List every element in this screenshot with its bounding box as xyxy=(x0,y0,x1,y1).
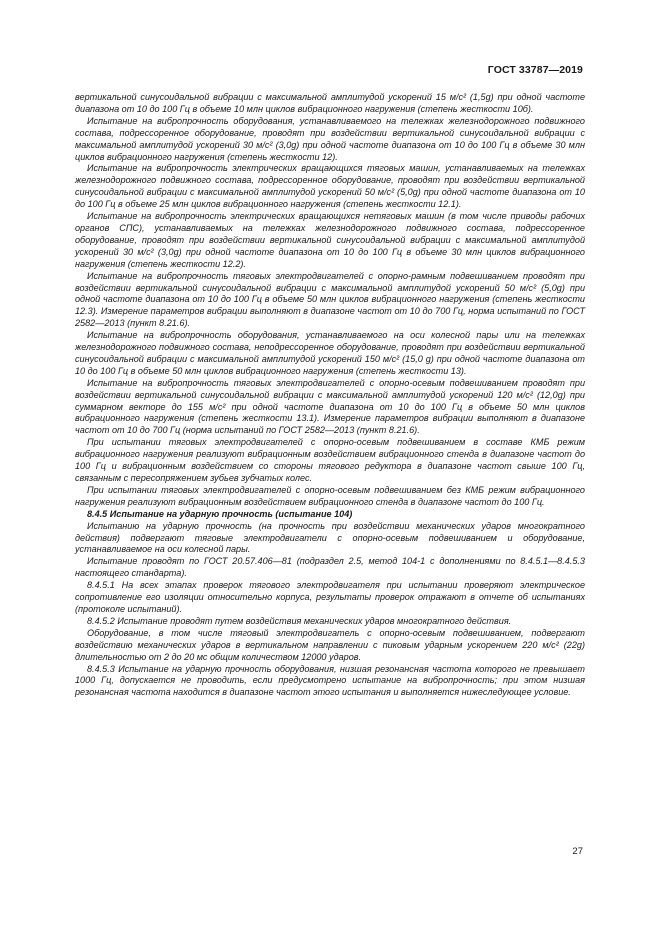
paragraph: Оборудование, в том числе тяговый электродвигатель с опорно-осевым подвешиванием, подвергают воздействию механических ударов в вертикальном направлении с пиковым ударным ускорением 220 м/с² (22g) длительностью от 2 до 20 мс общим количеством 12000 ударов. xyxy=(75,627,585,662)
paragraph: 8.4.5.1 На всех этапах проверок тягового электродвигателя при испытании проверяют электрическое сопротивление его изоляции относительно корпуса, результаты проверок отражают в отчете об испытаниях (протоколе испытаний). xyxy=(75,580,585,614)
paragraph: Испытание проводят по ГОСТ 20.57.406—81 (подраздел 2.5, метод 104-1 с дополнениями по 8.4.5.1—8.4.5.3 настоящего стандарта). xyxy=(75,556,585,579)
paragraph: Испытание на вибропрочность оборудования, устанавливаемого на тележках железнодорожного подвижного состава, подрессоренное оборудование, проводят при воздействии вертикальной синусоидальной вибрации с максимальной амплитудой ускорений 30 м/с² (3,0g) при одной частоте диапазона от 10 до 100 Гц в объеме 30 млн циклов вибрационного нагружения (степень жесткости 12). xyxy=(75,115,585,162)
document-body xyxy=(75,92,585,699)
section-heading: 8.4.5 Испытание на ударную прочность (испытание 104) xyxy=(87,508,353,519)
paragraph: вертикальной синусоидальной вибрации с максимальной амплитудой ускорений 15 м/с² (1,5g) при одной частоте диапазона от 10 до 100 Гц в объеме 10 млн циклов вибрационного нагружения (степень жесткости 10б). xyxy=(75,92,585,114)
paragraph: 8.4.5.3 Испытание на ударную прочность оборудования, низшая резонансная частота которого не превышает 1000 Гц, допускается не проводить, если предусмотрено испытание на вибропрочность; при этом низшая резонансная частота находится в диапазоне частот этого испытания и выполняется нижеследующее условие. xyxy=(75,663,585,698)
paragraph: При испытании тяговых электродвигателей с опорно-осевым подвешиванием в составе КМБ режим вибрационного нагружения реализуют вибрационным воздействием вибрационного стенда в диапазоне частот до 100 Гц и вибрационным воздействием со стороны тягового редуктора в диапазоне частот свыше 100 Гц, связанным с пересопряжением зубьев зубчатых колес. xyxy=(75,437,585,483)
paragraph: 8.4.5.2 Испытание проводят путем воздействия механических ударов многократного действия. xyxy=(87,615,512,626)
page-number: 27 xyxy=(572,846,583,857)
document-header: ГОСТ 33787—2019 xyxy=(487,64,583,76)
paragraph: Испытание на вибропрочность тяговых электродвигателей с опорно-осевым подвешиванием проводят при воздействии вертикальной синусоидальной вибрации с максимальной амплитудой ускорений 120 м/с² (12,0g) при суммарном векторе до 155 м/с² при одной частоте диапазона от 10 до 100 Гц в объеме 50 млн циклов вибрационного нагружения (степень жесткости 13.1). Измерение параметров вибрации выполняют в диапазоне частот от 10 до 700 Гц (норма испытаний по ГОСТ 2582—2013 (пункт 8.21.6). xyxy=(75,377,585,436)
paragraph: Испытание на вибропрочность тяговых электродвигателей с опорно-рамным подвешиванием проводят при воздействии вертикальной синусоидальной вибрации с максимальной амплитудой ускорений 50 м/с² (5,0g) при одной частоте диапазона от 10 до 100 Гц в объеме 50 млн циклов вибрационного нагружения (степень жесткости 12.3). Измерение параметров вибрации выполняют в диапазоне частот от 10 до 700 Гц, норма испытаний по ГОСТ 2582—2013 (пункт 8.21.6). xyxy=(75,270,585,329)
paragraph: Испытание на вибропрочность оборудования, устанавливаемого на оси колесной пары или на тележках железнодорожного подвижного состава, неподрессоренное оборудование, проводят при воздействии вертикальной синусоидальной вибрации с максимальной амплитудой ускорений 150 м/с² (15,0 g) при одной частоте диапазона от 10 до 100 Гц в объеме 50 млн циклов вибрационного нагружения (степень жесткости 13). xyxy=(75,330,585,376)
paragraph: При испытании тяговых электродвигателей с опорно-осевым подвешиванием без КМБ режим вибрационного нагружения реализуют вибрационным воздействием вибрационного стенда в диапазоне частот до 100 Гц. xyxy=(75,484,585,507)
paragraph: Испытание на вибропрочность электрических вращающихся тяговых машин, устанавливаемых на тележках железнодорожного подвижного состава, подрессоренное оборудование, проводят при воздействии вертикальной синусоидальной вибрации с максимальной амплитудой ускорений 50 м/с² (5,0g) при одной частоте диапазона от 10 до 100 Гц в объеме 25 млн циклов вибрационного нагружения (степень жесткости 12.1). xyxy=(75,163,585,210)
paragraph: Испытанию на ударную прочность (на прочность при воздействии механических ударов многократного действия) подвергают тяговые электродвигатели с опорно-осевым подвешиванием и оборудование, устанавливаемое на оси колесной пары. xyxy=(75,520,585,555)
paragraph: Испытание на вибропрочность электрических вращающихся нетяговых машин (в том числе приводы рабочих органов СПС), устанавливаемых на тележках железнодорожного подвижного состава, подрессоренное оборудование, проводят при воздействии вертикальной синусоидальной вибрации с максимальной амплитудой ускорений 30 м/с² (3,0g) при одной частоте диапазона от 10 до 100 Гц в объеме 30 млн циклов вибрационного нагружения (степень жесткости 12.2). xyxy=(75,211,585,269)
